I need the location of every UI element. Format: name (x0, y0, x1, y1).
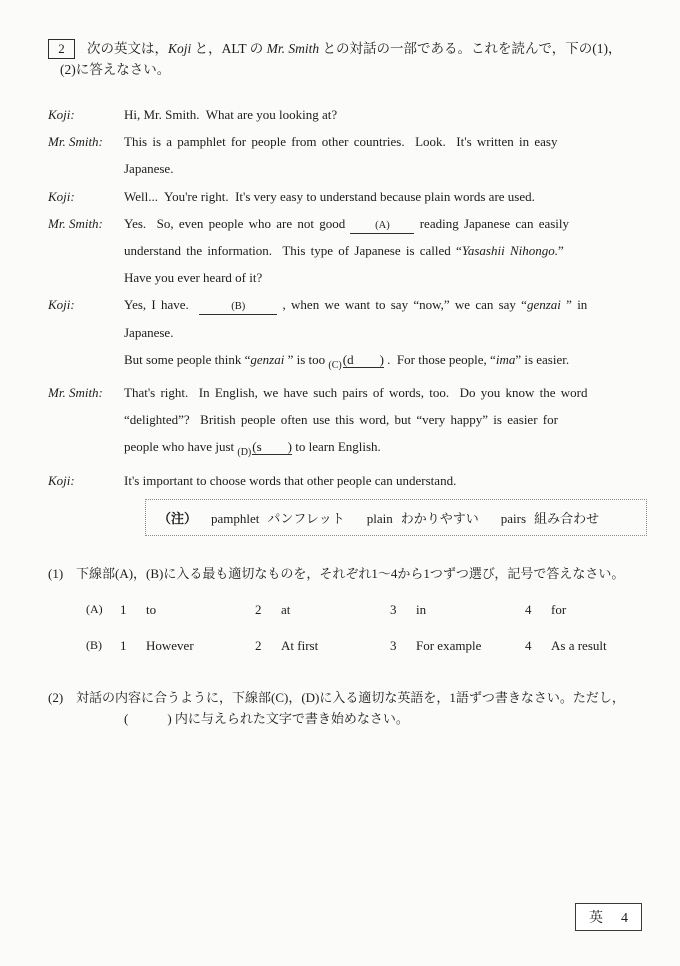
note-word-english: pamphlet (211, 510, 260, 526)
dialogue-line (124, 210, 638, 237)
dialogue-text-segment: ” (557, 243, 564, 259)
option-text: for (551, 601, 567, 617)
note-word-japanese: わかりやすい (400, 510, 479, 526)
speaker-label (48, 346, 124, 379)
dialogue-text-segment: reading Japanese can easily (414, 215, 570, 231)
dialogue-row (48, 264, 638, 291)
dialogue-text-segment: , when we want to say “now,” we can say “ (277, 297, 527, 313)
option-number: 1 (120, 637, 127, 653)
dialogue-line (124, 467, 638, 494)
option-item (120, 635, 255, 656)
option-text: As a result (551, 637, 607, 653)
speaker-label: Mr. Smith: (48, 385, 103, 401)
options-row (48, 599, 638, 620)
dialogue-block (48, 101, 638, 494)
note-word-japanese: パンフレット (267, 510, 345, 526)
speaker-label (48, 433, 124, 466)
option-text: For example (416, 637, 482, 653)
option-text: to (146, 601, 157, 617)
dialogue-text-segment: Koji (168, 41, 192, 56)
dialogue-text-segment: But some people think “ (124, 351, 251, 367)
dialogue-text-segment: との対話の一部である。これを読んで，下の(1)， (319, 41, 622, 56)
dialogue-line (124, 379, 638, 406)
dialogue-text-segment: This is a pamphlet for people from other countries. Look. It's written in easy (124, 134, 558, 150)
option-number: 3 (390, 601, 397, 617)
dialogue-text-segment: It's important to choose words that other people can understand. (124, 472, 457, 488)
speaker-label (48, 406, 124, 433)
dialogue-row (48, 291, 638, 345)
option-item (525, 635, 607, 656)
dialogue-line (124, 433, 638, 466)
answer-blank-a: (A) (350, 218, 414, 234)
question-2-text-line2: ( ) 内に与えられた文字で書き始めなさい。 (124, 710, 409, 726)
dialogue-line (124, 183, 638, 210)
dialogue-text-segment: Well... You're right. It's very easy to understand because plain words are used. (124, 188, 535, 204)
options-row (48, 635, 638, 656)
options-row-label: (B) (86, 637, 102, 652)
question-2-text-line1: 対話の内容に合うように，下線部(C)，(D)に入る適切な英語を，1語ずつ書きなさい。ただし， (76, 689, 625, 705)
dialogue-line (124, 346, 638, 379)
dialogue-text-segment: Hi, Mr. Smith. What are you looking at? (124, 107, 338, 122)
dialogue-row (48, 128, 638, 155)
subject-label: 英 (589, 911, 603, 926)
dialogue-text-segment: to learn English. (291, 439, 381, 455)
dialogue-text-segment: “delighted”? British people often use this word, but “very happy” is easier for (124, 412, 558, 428)
dialogue-row (48, 406, 638, 433)
dialogue-text-segment: Yes. So, even people who are not good (124, 215, 351, 231)
dialogue-text-segment: Yes, I have. (124, 297, 200, 313)
page-number-box (575, 903, 642, 931)
dialogue-row (48, 237, 638, 264)
option-item (255, 635, 390, 656)
note-word-english: pairs (500, 510, 527, 526)
dialogue-line (124, 101, 638, 128)
options-row-label: (A) (86, 601, 103, 616)
option-text: However (146, 637, 194, 653)
option-number: 4 (525, 601, 532, 617)
speaker-label (48, 155, 124, 182)
dialogue-text-segment: と，ALT の (191, 41, 267, 56)
dialogue-text-segment: Japanese. (124, 161, 174, 177)
speaker-label: Koji: (48, 472, 75, 488)
dialogue-line (124, 237, 638, 264)
dialogue-row (48, 467, 638, 494)
blank-sublabel-d: (D) (237, 447, 252, 459)
dialogue-line (124, 128, 638, 155)
question-header (48, 38, 638, 59)
option-item (120, 599, 255, 620)
speaker-label: Koji: (48, 297, 75, 313)
dialogue-line (124, 264, 638, 291)
note-label: （注） (158, 510, 198, 526)
note-word-english: plain (366, 510, 393, 526)
option-item (255, 599, 390, 620)
dialogue-text-segment: people who have just (124, 439, 238, 455)
option-number: 1 (120, 601, 127, 617)
speaker-label (48, 264, 124, 291)
speaker-label: Koji: (48, 188, 75, 204)
header-text-line2: (2)に答えなさい。 (60, 62, 171, 77)
dialogue-text-segment: Yasashii Nihongo. (461, 243, 558, 259)
option-number: 2 (255, 601, 262, 617)
note-word-japanese: 組み合わせ (534, 510, 600, 526)
dialogue-text-segment: ” is too (284, 351, 329, 367)
vocabulary-note-box (145, 499, 647, 536)
option-number: 3 (390, 637, 397, 653)
dialogue-row (48, 183, 638, 210)
speaker-label: Mr. Smith: (48, 215, 103, 231)
question-1-number: (1) (48, 565, 64, 581)
question-2-number: (2) (48, 689, 64, 705)
option-number: 4 (525, 637, 532, 653)
hinted-answer-blank: (d ) (342, 351, 384, 367)
dialogue-text-segment: ” in Japanese. (124, 297, 593, 340)
dialogue-line (124, 406, 638, 433)
dialogue-text-segment: Mr. Smith (266, 41, 320, 56)
blank-sublabel-c: (C) (328, 359, 342, 371)
question-1-text: 下線部(A)，(B)に入る最も適切なものを，それぞれ1～4から1つずつ選び，記号で答えなさい。 (76, 565, 625, 581)
dialogue-text-segment: understand the information. This type of Japanese is called “ (124, 243, 462, 259)
question-2 (48, 687, 638, 708)
dialogue-line (124, 291, 638, 345)
page-number: 4 (621, 911, 628, 926)
dialogue-row (48, 155, 638, 182)
option-text: in (416, 601, 427, 617)
question-1-options (48, 599, 638, 656)
question-number-box: 2 (48, 39, 75, 59)
hinted-answer-blank: (s ) (252, 439, 292, 455)
header-text-line1 (87, 38, 638, 59)
speaker-label (48, 237, 124, 264)
question-1 (48, 563, 638, 584)
speaker-label: Koji: (48, 107, 75, 122)
dialogue-row (48, 210, 638, 237)
dialogue-text-segment: genzai (250, 351, 285, 367)
dialogue-row (48, 346, 638, 379)
option-item (390, 599, 525, 620)
dialogue-row (48, 433, 638, 466)
dialogue-text-segment: Have you ever heard of it? (124, 270, 263, 286)
dialogue-text-segment: 次の英文は， (87, 41, 168, 56)
answer-blank-b: (B) (199, 299, 277, 315)
dialogue-text-segment: . For those people, “ (383, 351, 496, 367)
dialogue-row (48, 101, 638, 128)
dialogue-text-segment: ” is easier. (515, 351, 570, 367)
dialogue-line (124, 155, 638, 182)
option-number: 2 (255, 637, 262, 653)
option-text: at (281, 601, 291, 617)
dialogue-text-segment: ima (495, 351, 516, 367)
dialogue-text-segment: That's right. In English, we have such pairs of words, too. Do you know the word (124, 385, 588, 401)
speaker-label: Mr. Smith: (48, 134, 103, 150)
option-item (390, 635, 525, 656)
dialogue-row (48, 379, 638, 406)
option-item (525, 599, 566, 620)
dialogue-text-segment: genzai (526, 297, 561, 313)
option-text: At first (281, 637, 319, 653)
